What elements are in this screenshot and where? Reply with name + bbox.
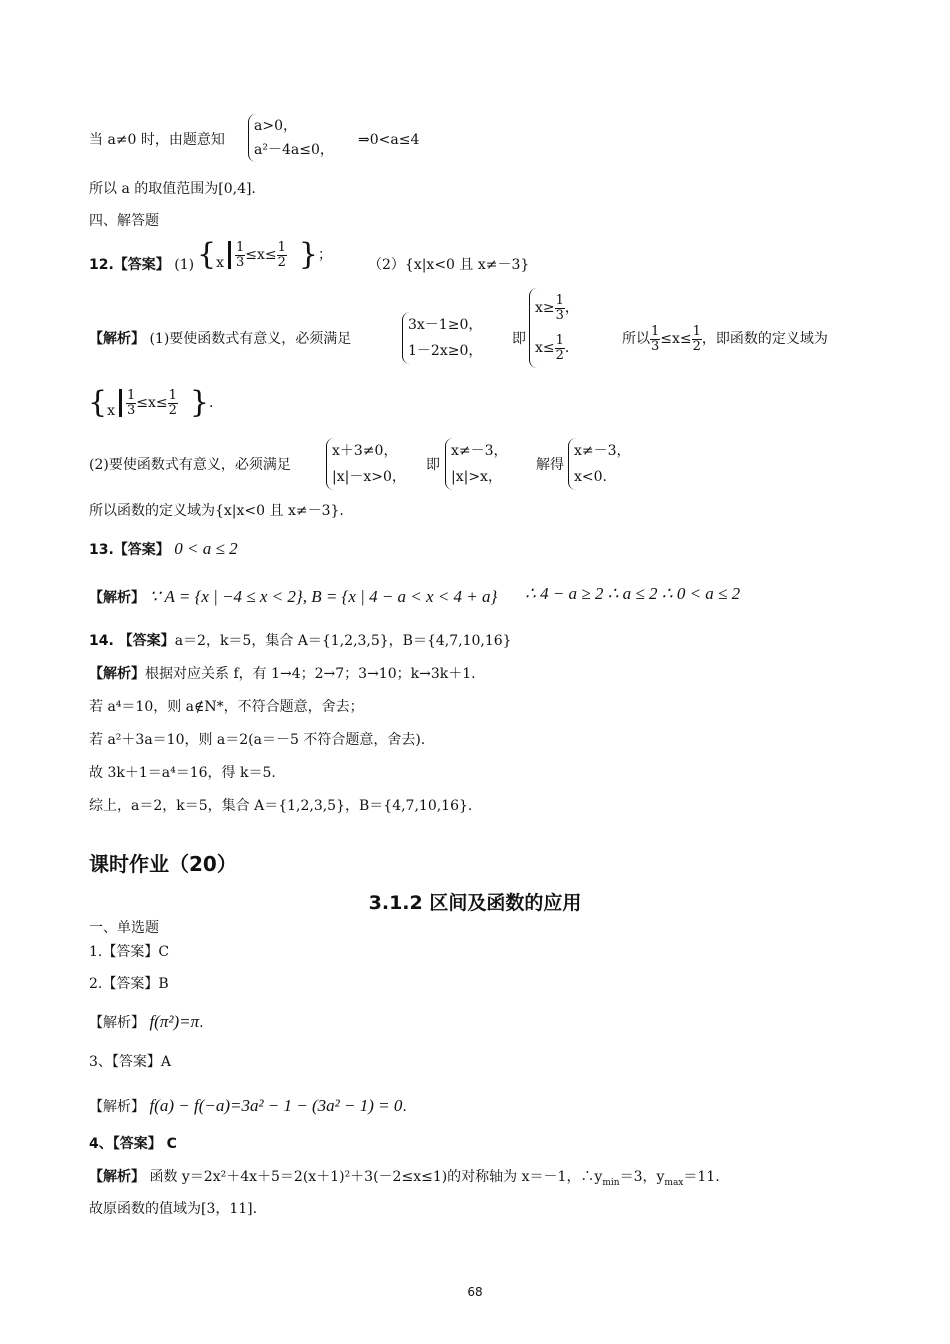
conclusion-text: 所以函数的定义域为{x|x<0 且 x≠－3}. [89, 503, 344, 519]
q13-analysis-tail: ∴ 4 − a ≥ 2 ∴ a ≤ 2 ∴ 0 < a ≤ 2 [525, 584, 741, 603]
answer-math: 0 < a ≤ 2 [174, 539, 238, 558]
part-label: (1) [174, 257, 195, 273]
domain-text: 所以 $\frac{1}{3}$ ≤x≤ $\frac{1}{2}$ ，即函数的定义域为 [622, 323, 828, 354]
system-row: a²－4a≤0， [254, 142, 334, 158]
answer-3: 3、【答案】A [89, 1054, 172, 1070]
system-row: |x|－x>0， [332, 469, 406, 485]
section-heading: 四、解答题 [89, 213, 159, 229]
system-row: x≥ $\frac{1}{3}$ ， [535, 292, 579, 323]
connector-text: 解得 [536, 457, 564, 473]
analysis-label: 【解析】 [89, 331, 145, 347]
system-row: 1－2x≥0， [408, 343, 483, 359]
connector-text: 即 [512, 331, 526, 347]
answer-label: 13.【答案】 [89, 542, 170, 558]
q12-part2: （2）{x|x<0 且 x≠－3} [368, 257, 530, 273]
answer-4: 4、【答案】 C [89, 1136, 177, 1152]
answer-text: a＝2，k＝5，集合 A＝{1,2,3,5}，B＝{4,7,10,16} [174, 633, 512, 649]
system-row: x＋3≠0， [332, 443, 398, 459]
q12-answer [89, 256, 194, 274]
equation-system [402, 312, 482, 364]
text-line [89, 131, 225, 149]
answer-label: 12.【答案】 [89, 257, 170, 273]
analysis-label: 【解析】 [89, 590, 145, 606]
equation-system [568, 438, 631, 490]
fraction: $\frac{1}{2}$ [277, 239, 286, 270]
q12-analysis [89, 330, 351, 348]
fraction: $\frac{1}{3}$ [236, 239, 245, 270]
implication-result: ⇒0<a≤4 [358, 132, 420, 148]
q12-part2-analysis: (2)要使函数式有意义，必须满足 [89, 457, 291, 473]
set-notation: {x $\frac{1}{3}$ ≤x≤ $\frac{1}{2}$ }. [88, 385, 214, 420]
system-row: |x|>x， [451, 469, 502, 485]
q13-analysis [89, 588, 497, 607]
set-var: x [216, 255, 224, 271]
section-title: 3.1.2 区间及函数的应用 [368, 892, 582, 914]
equation-system [326, 438, 406, 490]
text-line: 若 a⁴＝10，则 a∉N*，不符合题意，舍去； [89, 699, 364, 715]
q14-answer [89, 632, 512, 650]
q14-analysis [89, 665, 476, 683]
range-text: 故原函数的值域为[3，11]. [89, 1201, 258, 1217]
analysis-2: 【解析】 f(π²)=π. [89, 1012, 204, 1031]
answer-1: 1.【答案】C [89, 944, 170, 960]
page-number: 68 [467, 1285, 483, 1299]
condition-text: 当 a≠0 时，由题意知 [89, 132, 225, 148]
equation-system [248, 114, 334, 162]
analysis-text: (1)要使函数式有意义，必须满足 [149, 331, 352, 347]
system-row: x≤ $\frac{1}{2}$ . [535, 332, 570, 363]
analysis-label: 【解析】 [89, 666, 145, 682]
system-row: a>0， [254, 118, 297, 134]
analysis-3: 【解析】 f(a) − f(−a)=3a² − 1 − (3a² − 1) = 0. [89, 1096, 407, 1115]
text-line: 故 3k＋1＝a⁴＝16，得 k＝5. [89, 765, 276, 781]
q13-answer [89, 540, 238, 559]
connector-text: 即 [426, 457, 440, 473]
homework-title: 课时作业（20） [89, 852, 237, 876]
answer-2: 2.【答案】B [89, 976, 169, 992]
equation-system [529, 288, 579, 368]
analysis-4: 【解析】 函数 y＝2x²＋4x＋5＝2(x＋1)²＋3(－2≤x≤1)的对称轴为 x＝－1，$\therefore y_{min}=3$，$y_{max}=11$. [89, 1169, 720, 1188]
equation-system [445, 438, 508, 490]
system-row: x<0. [574, 469, 607, 485]
text-line: 综上，a＝2，k＝5，集合 A＝{1,2,3,5}，B＝{4,7,10,16}. [89, 798, 473, 814]
analysis-math: ∵ A = {x | −4 ≤ x < 2}, B = {x | 4 − a < x < 4 + a} [149, 587, 498, 606]
answer-label: 14. 【答案】 [89, 633, 175, 649]
set-notation: {x $\frac{1}{3}$ ≤x≤ $\frac{1}{2}$ }； [197, 237, 333, 272]
section-heading: 一、单选题 [89, 920, 159, 936]
analysis-text: 根据对应关系 f，有 1→4；2→7；3→10；k→3k＋1. [145, 666, 476, 682]
system-row: x≠－3， [451, 443, 508, 459]
text-line: 若 a²＋3a＝10，则 a＝2(a＝－5 不符合题意，舍去). [89, 732, 426, 748]
text-line: 所以 a 的取值范围为[0,4]. [89, 181, 256, 197]
inequality: ≤x≤ [245, 247, 277, 263]
system-row: x≠－3， [574, 443, 631, 459]
system-row: 3x－1≥0， [408, 317, 483, 333]
